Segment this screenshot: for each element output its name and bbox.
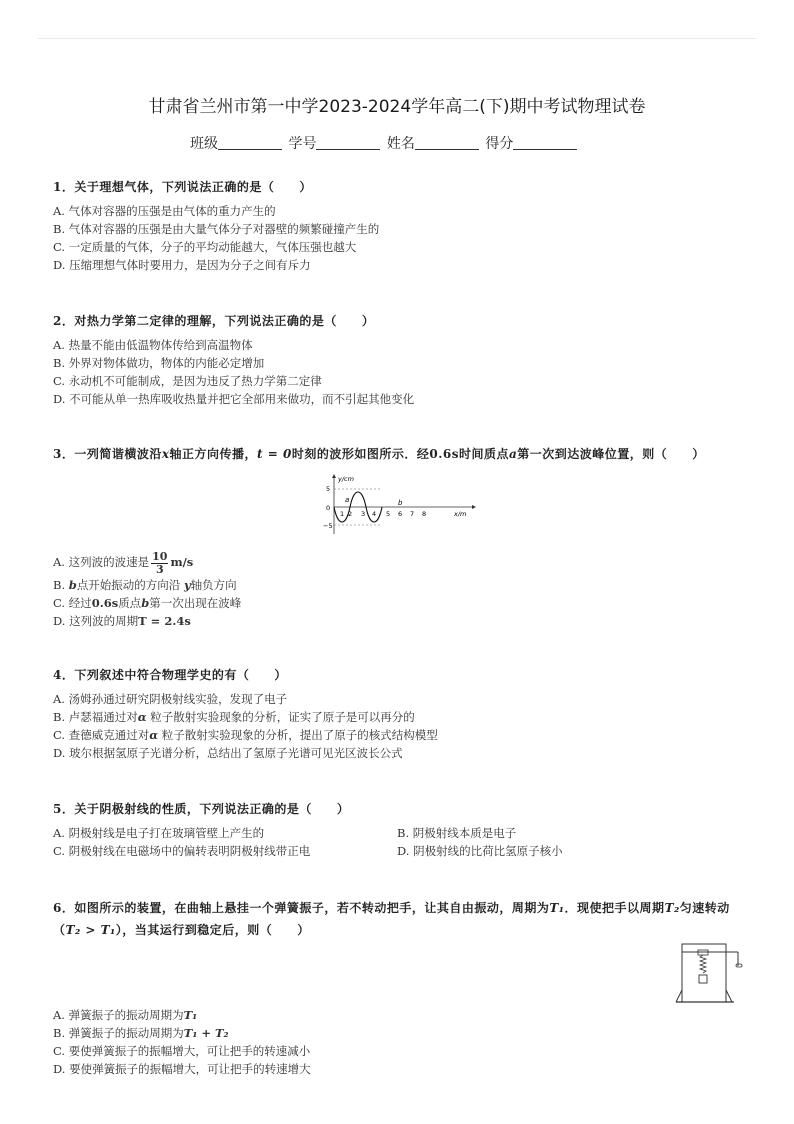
option-c: C. 要使弹簧振子的振幅增大，可让把手的转速减小 [53,1044,311,1058]
right-leg [726,990,732,1002]
x-tick-8: 8 [422,510,427,518]
x-tick-2: 2 [348,510,353,518]
x-tick-3: 3 [361,510,366,518]
x-tick-7: 7 [410,510,415,518]
spring [700,955,706,973]
option-b: B. 阴极射线本质是电子 [397,826,517,840]
y-tick-0: 0 [326,504,331,512]
x-tick-1: 1 [340,510,345,518]
question-4 [53,664,753,762]
point-a-label: a [345,496,350,504]
point-b-label: b [398,499,403,507]
question-3-options [53,548,753,630]
wave-figure [320,472,480,536]
option-d: D. 阴极射线的比荷比氢原子核小 [397,844,563,858]
question-3 [53,443,753,465]
field-score-blank[interactable] [513,136,577,150]
option-b: B. 弹簧振子的振动周期为T₁ + T₂ [53,1026,229,1040]
spring-device-figure [672,940,746,1010]
question-stem: 5．关于阴极射线的性质，下列说法正确的是（ ） [53,802,350,816]
x-axis-arrow [472,505,476,509]
option-a: A. 这列波的波速是 $\frac{10}{3}$ m/s [53,549,194,576]
option-a: A. 阴极射线是电子打在玻璃管壁上产生的 [53,826,265,840]
field-id-label: 学号 [288,136,317,152]
option-c: C. 永动机不可能制成，是因为违反了热力学第二定律 [53,374,322,388]
y-tick-neg5: −5 [323,522,333,530]
question-stem: 4．下列叙述中符合物理学史的有（ ） [53,668,287,682]
student-info-line [190,133,579,153]
option-a: A. 弹簧振子的振动周期为T₁ [53,1008,198,1022]
option-c: C. 经过0.6s质点b第一次出现在波峰 [53,596,242,610]
question-stem: 3．一列简谐横波沿x轴正方向传播，t = 0时刻的波形如图所示．经0.6s时间质点a第一次到达波峰位置，则（ ） [53,447,705,461]
option-d: D. 不可能从单一热库吸收热量并把它全部用来做功，而不引起其他变化 [53,392,415,406]
option-c: C. 一定质量的气体，分子的平均动能越大，气体压强也越大 [53,240,357,254]
question-stem: 6．如图所示的装置，在曲轴上悬挂一个弹簧振子，若不转动把手，让其自由振动，周期为T₁．现使把手以周期T₂匀速转动（T₂ > T₁），当其运行到稳定后，则（ ） [53,901,730,937]
option-d: D. 要使弹簧振子的振幅增大，可让把手的转速增大 [53,1062,311,1076]
fraction: $\frac{10}{3}$ [152,549,168,576]
field-id-blank[interactable] [316,136,380,150]
x-tick-6: 6 [398,510,403,518]
option-b: B. 外界对物体做功，物体的内能必定增加 [53,356,265,370]
x-tick-4: 4 [372,510,377,518]
field-class-label: 班级 [190,136,218,152]
field-class-blank[interactable] [218,136,282,150]
option-d: D. 这列波的周期T = 2.4s [53,614,191,628]
y-axis-label: y/cm [338,475,354,483]
option-d: D. 压缩理想气体时要用力，是因为分子之间有斥力 [53,258,311,272]
question-stem: 2．对热力学第二定律的理解，下列说法正确的是（ ） [53,314,375,328]
left-leg [676,990,682,1002]
option-a: A. 气体对容器的压强是由气体的重力产生的 [53,204,276,218]
option-b: B. b点开始振动的方向沿 y轴负方向 [53,578,237,592]
frame [682,944,726,1002]
option-c: C. 阴极射线在电磁场中的偏转表明阴极射线带正电 [53,844,311,858]
option-b: B. 气体对容器的压强是由大量气体分子对器壁的频繁碰撞产生的 [53,222,380,236]
option-b: B. 卢瑟福通过对α 粒子散射实验现象的分析，证实了原子是可以再分的 [53,710,415,724]
handle [736,964,742,967]
question-stem: 1．关于理想气体，下列说法正确的是（ ） [53,180,312,194]
options-grid [53,824,753,860]
question-1 [53,176,753,274]
option-d: D. 玻尔根据氢原子光谱分析，总结出了氢原子光谱可见光区波长公式 [53,746,403,760]
field-score-label: 得分 [485,136,514,152]
y-tick-5: 5 [326,485,331,493]
field-name-blank[interactable] [415,136,479,150]
question-5 [53,798,753,860]
option-c: C. 查德威克通过对α 粒子散射实验现象的分析，提出了原子的核式结构模型 [53,728,438,742]
question-6-options [53,1006,753,1078]
option-a: A. 热量不能由低温物体传给到高温物体 [53,338,253,352]
x-tick-5: 5 [386,510,391,518]
field-name-label: 姓名 [386,136,415,152]
question-2 [53,310,753,408]
x-axis-label: x/m [454,510,467,518]
question-6 [53,897,745,941]
exam-title: 甘肃省兰州市第一中学2023-2024学年高二(下)期中考试物理试卷 [148,97,646,117]
option-a: A. 汤姆孙通过研究阴极射线实验，发现了电子 [53,692,288,706]
y-axis-arrow [332,474,336,478]
header-rule [38,38,756,39]
mass-block [699,975,707,983]
